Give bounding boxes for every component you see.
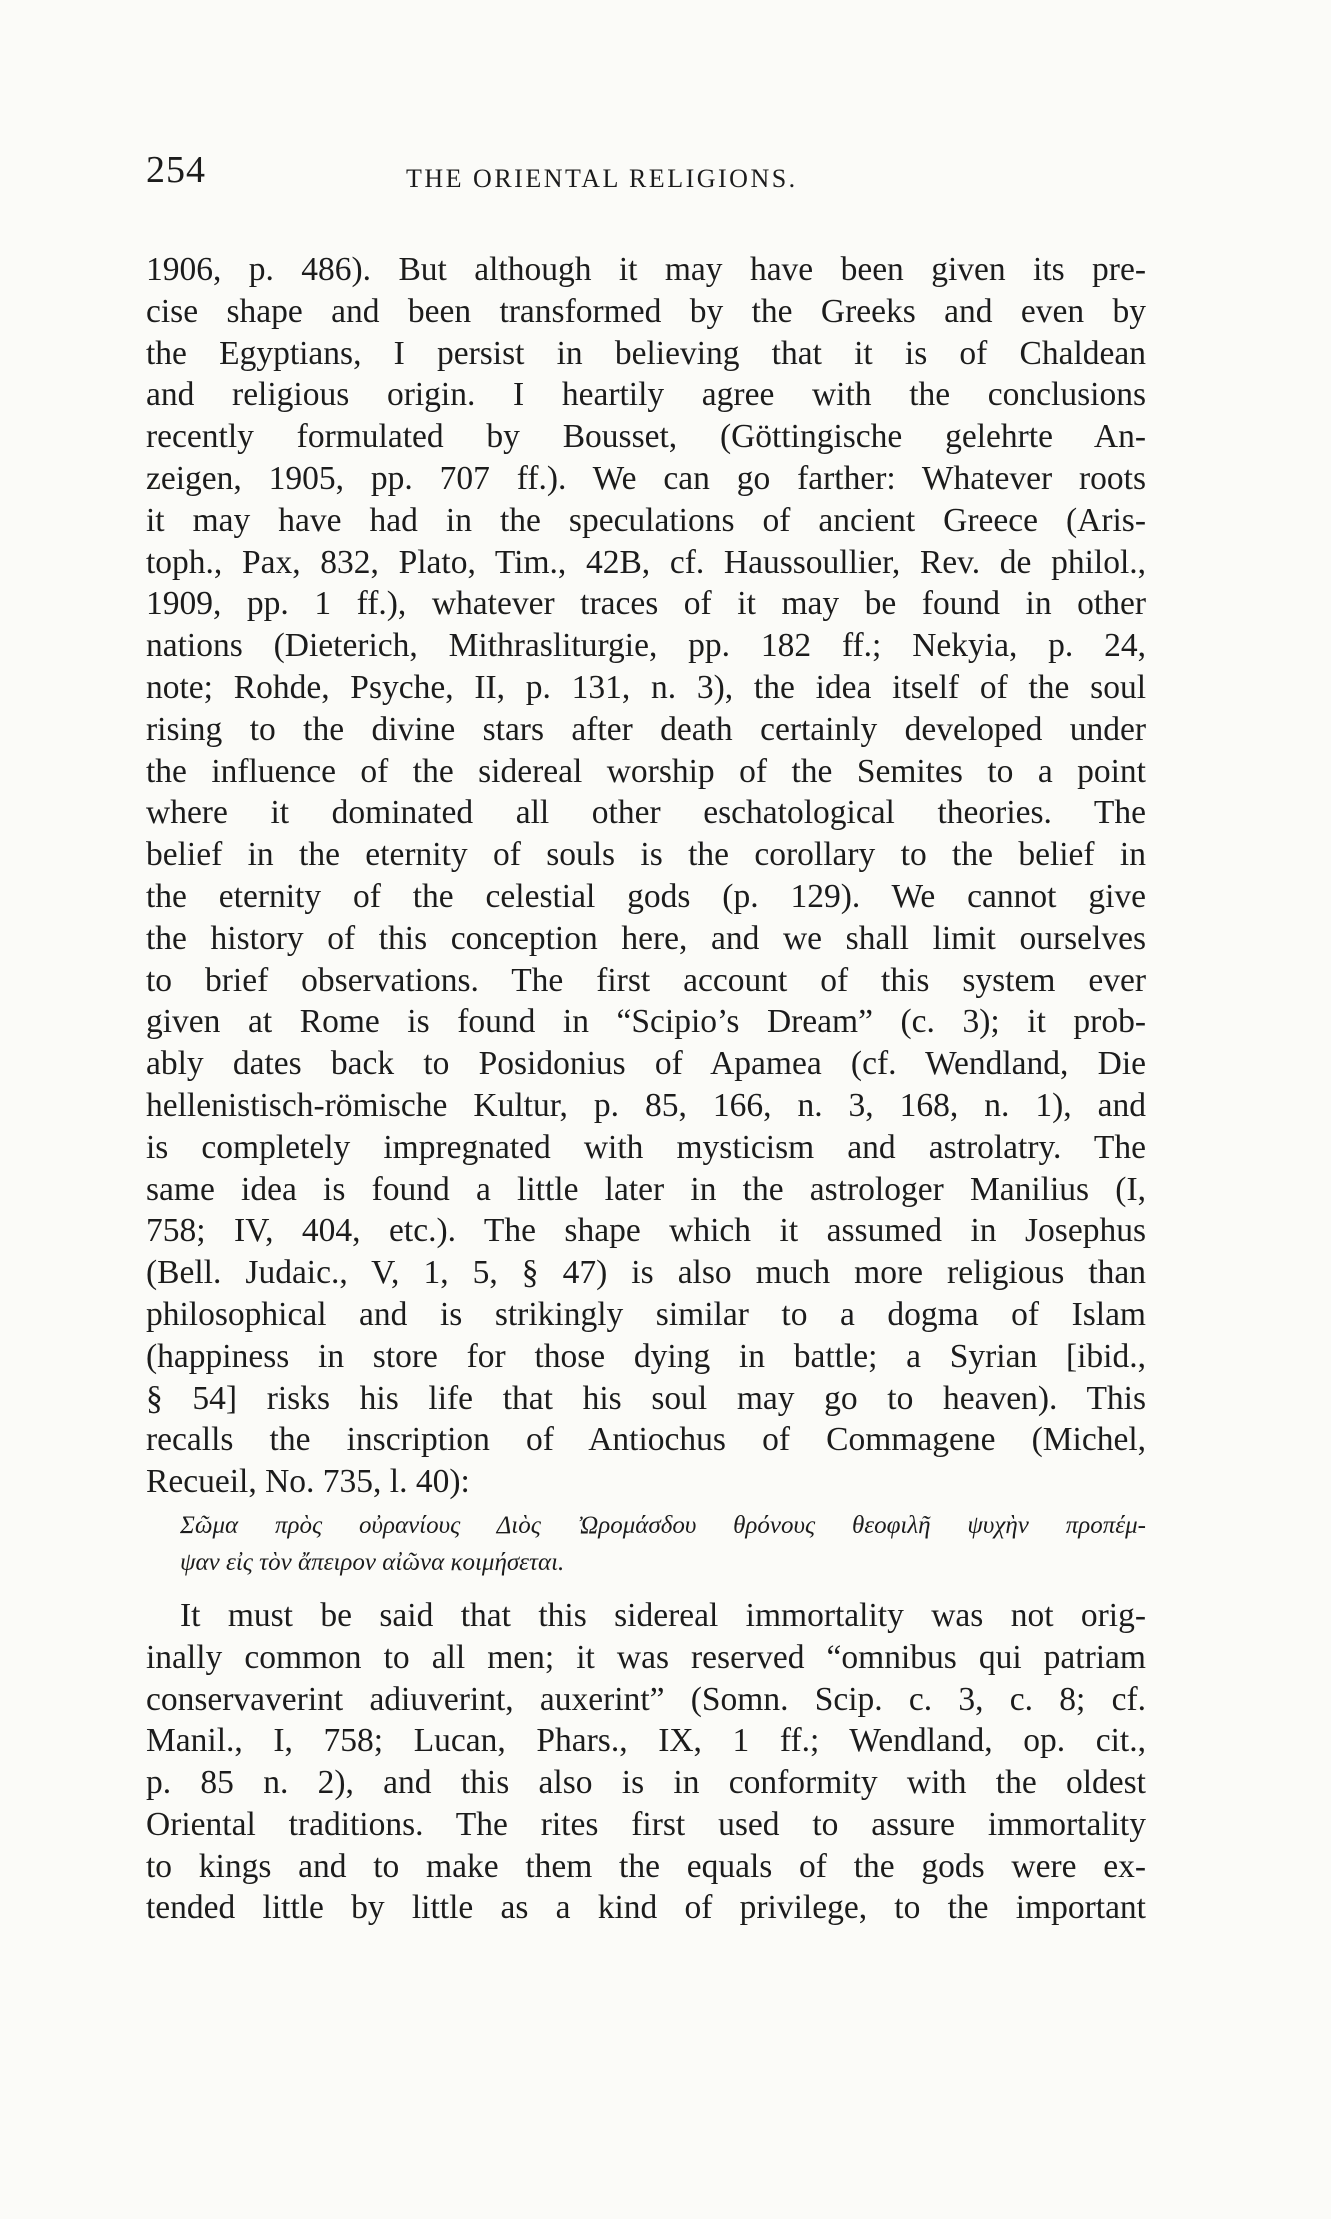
- text-line: it may have had in the speculations of ancient Greece (Aris-: [146, 501, 1146, 539]
- page-header: [146, 148, 1176, 198]
- text-line: zeigen, 1905, pp. 707 ff.). We can go farther: Whatever roots: [146, 459, 1146, 497]
- text-line: conservaverint adiuverint, auxerint” (Somn. Scip. c. 3, c. 8; cf.: [146, 1680, 1146, 1718]
- text-line: given at Rome is found in “Scipio’s Dream” (c. 3); it prob-: [146, 1003, 1146, 1041]
- text-line: ably dates back to Posidonius of Apamea (cf. Wendland, Die: [146, 1045, 1146, 1083]
- greek-quote: [146, 1507, 1146, 1581]
- quote-line: Σῶμα πρὸς οὐρανίους Διὸς Ὠρομάσδου θρόνους θεοφιλῆ ψυχὴν προπέμ-: [180, 1511, 1146, 1539]
- text-line: hellenistisch-römische Kultur, p. 85, 166, n. 3, 168, n. 1), and: [146, 1086, 1146, 1124]
- text-line: recently formulated by Bousset, (Göttingische gelehrte An-: [146, 418, 1146, 456]
- text-line: 758; IV, 404, etc.). The shape which it assumed in Josephus: [146, 1212, 1146, 1250]
- text-line: the Egyptians, I persist in believing that it is of Chaldean: [146, 334, 1146, 372]
- body-text: [146, 249, 1146, 1929]
- text-line: rising to the divine stars after death certainly developed under: [146, 710, 1146, 748]
- text-line: inally common to all men; it was reserved “omnibus qui patriam: [146, 1638, 1146, 1676]
- text-line: belief in the eternity of souls is the corollary to the belief in: [146, 836, 1146, 874]
- text-line: Manil., I, 758; Lucan, Phars., IX, 1 ff.; Wendland, op. cit.,: [146, 1722, 1146, 1760]
- text-line: 1909, pp. 1 ff.), whatever traces of it may be found in other: [146, 585, 1146, 623]
- text-line: 1906, p. 486). But although it may have been given its pre-: [146, 251, 1146, 288]
- text-line: (Bell. Judaic., V, 1, 5, § 47) is also much more religious than: [146, 1254, 1146, 1292]
- page-number: 254: [146, 149, 206, 191]
- quote-line: ψαν εἰς τὸν ἄπειρον αἰῶνα κοιμήσεται.: [180, 1548, 565, 1576]
- text-line: Recueil, No. 735, l. 40):: [146, 1463, 470, 1501]
- text-line: and religious origin. I heartily agree with the conclusions: [146, 376, 1146, 414]
- text-line: to brief observations. The first account of this system ever: [146, 961, 1146, 999]
- text-line: Oriental traditions. The rites first used to assure immortality: [146, 1805, 1146, 1843]
- text-line: § 54] risks his life that his soul may go to heaven). This: [146, 1379, 1146, 1417]
- text-line: the influence of the sidereal worship of the Semites to a point: [146, 752, 1146, 790]
- text-line: note; Rohde, Psyche, II, p. 131, n. 3), the idea itself of the soul: [146, 668, 1146, 706]
- text-line: (happiness in store for those dying in battle; a Syrian [ibid.,: [146, 1337, 1146, 1375]
- paragraph-2: [146, 1595, 1146, 1929]
- text-line: same idea is found a little later in the astrologer Manilius (I,: [146, 1170, 1146, 1208]
- text-line: tended little by little as a kind of privilege, to the important: [146, 1889, 1146, 1927]
- text-line: the eternity of the celestial gods (p. 129). We cannot give: [146, 877, 1146, 915]
- text-line: where it dominated all other eschatological theories. The: [146, 794, 1146, 832]
- text-line: the history of this conception here, and we shall limit ourselves: [146, 919, 1146, 957]
- paragraph-1: [146, 249, 1146, 1503]
- text-line: toph., Pax, 832, Plato, Tim., 42B, cf. Haussoullier, Rev. de philol.,: [146, 543, 1146, 581]
- text-line: p. 85 n. 2), and this also is in conformity with the oldest: [146, 1764, 1146, 1802]
- text-line: philosophical and is strikingly similar to a dogma of Islam: [146, 1295, 1146, 1333]
- text-line: nations (Dieterich, Mithrasliturgie, pp. 182 ff.; Nekyia, p. 24,: [146, 627, 1146, 665]
- text-line: to kings and to make them the equals of the gods were ex-: [146, 1847, 1146, 1885]
- text-line: It must be said that this sidereal immortality was not orig-: [180, 1596, 1146, 1634]
- text-line: is completely impregnated with mysticism and astrolatry. The: [146, 1128, 1146, 1166]
- text-line: cise shape and been transformed by the Greeks and even by: [146, 292, 1146, 330]
- running-head: THE ORIENTAL RELIGIONS.: [406, 164, 798, 193]
- text-line: recalls the inscription of Antiochus of Commagene (Michel,: [146, 1421, 1146, 1459]
